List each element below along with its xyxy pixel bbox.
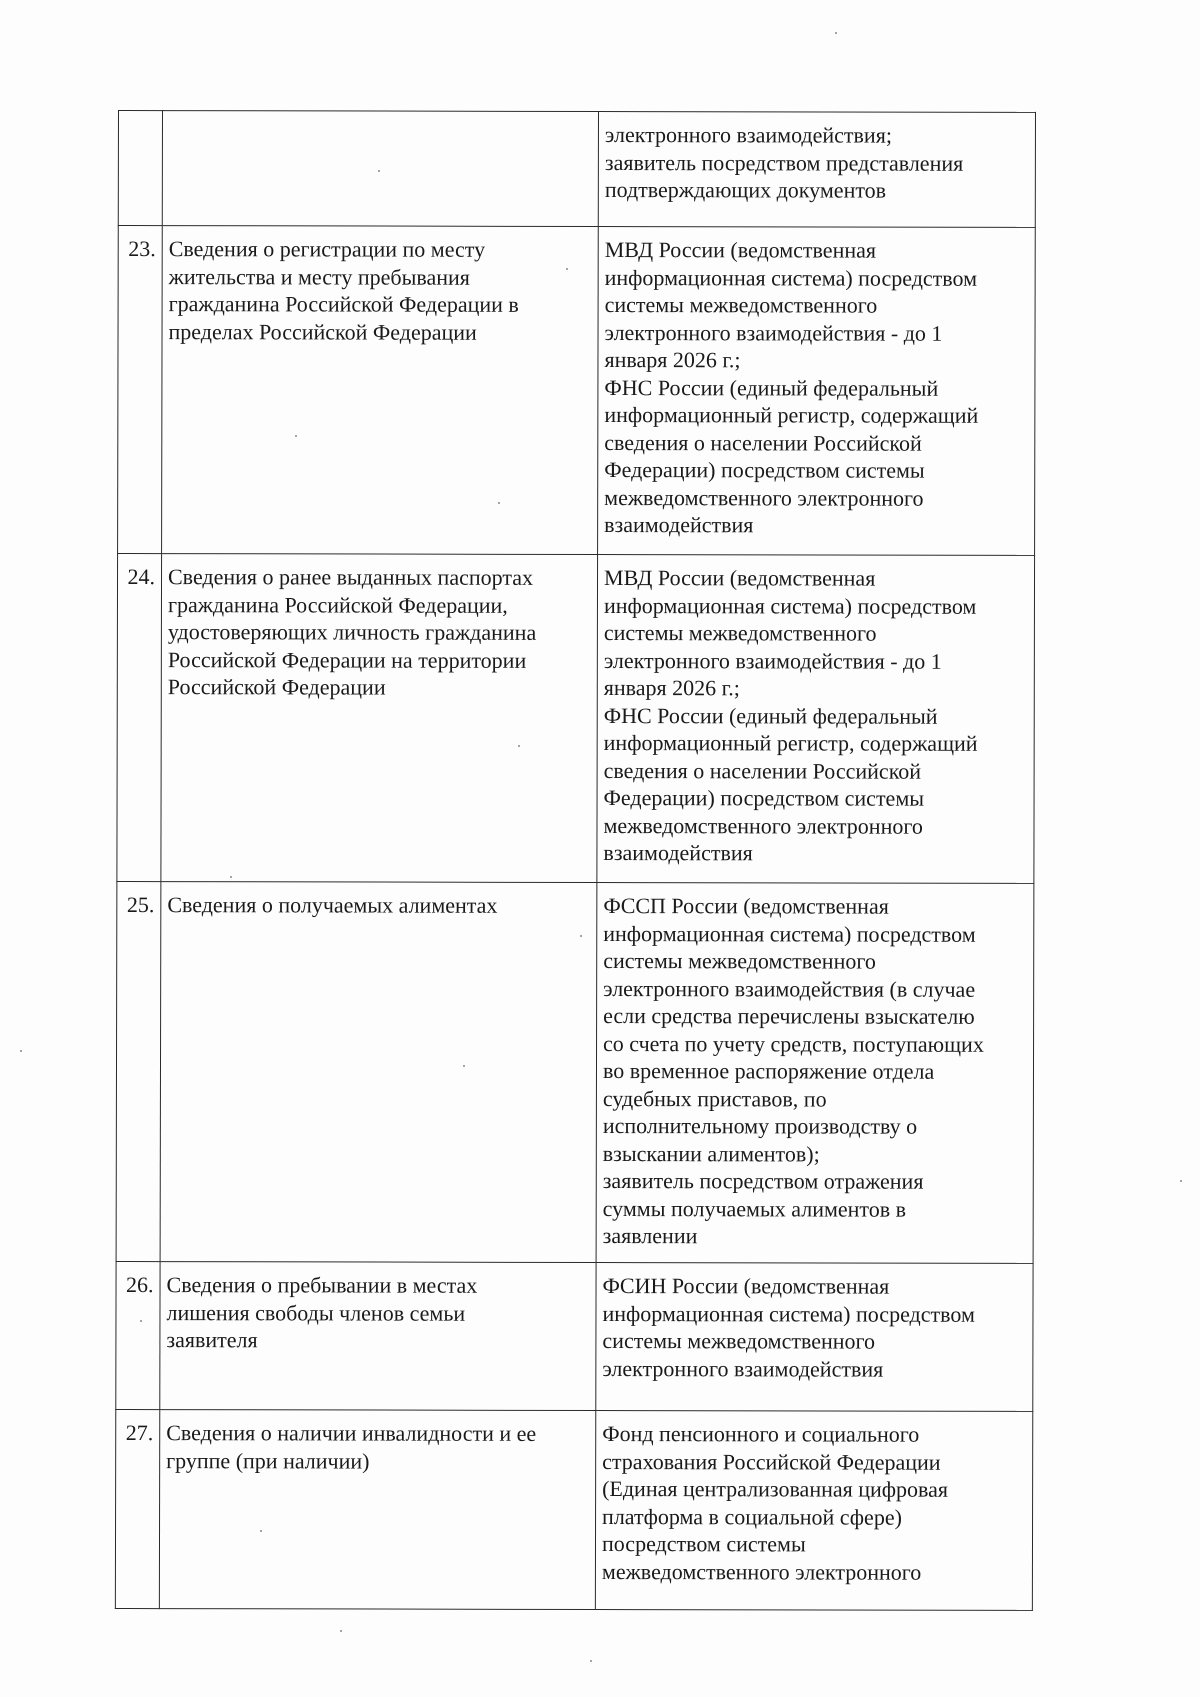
scan-speck (295, 435, 297, 437)
table-row (116, 1261, 1033, 1411)
scan-speck (230, 876, 232, 878)
table-row (115, 1409, 1032, 1610)
table-row (116, 881, 1034, 1263)
row-number (118, 111, 162, 226)
row-source: Фонд пенсионного и социального страхования Российской Федерации (Единая централизованная цифровая платформа в социальной сфере) посредством системы межведомственного электронного (595, 1411, 1032, 1611)
row-description: Сведения о пребывании в местах лишения свободы членов семьи заявителя (160, 1262, 596, 1411)
row-description: Сведения о ранее выданных паспортах гражданина Российской Федерации, удостоверяющих личность гражданина Российской Федерации на территории Российской Федерации (161, 554, 598, 883)
scan-speck (140, 1320, 142, 1322)
row-number: 23. (118, 226, 163, 554)
scan-speck (590, 1660, 592, 1662)
requirements-table (115, 110, 1036, 1611)
row-number: 26. (116, 1261, 160, 1409)
row-description: Сведения о получаемых алиментах (160, 882, 597, 1263)
scan-speck (1180, 1180, 1182, 1182)
row-number: 27. (115, 1409, 159, 1608)
table-row (118, 111, 1035, 228)
scan-speck (340, 1630, 342, 1632)
row-source: ФСИН России (ведомственная информационная система) посредством системы межведомственного электронного взаимодействия (596, 1263, 1033, 1412)
scan-speck (498, 502, 500, 504)
scan-speck (378, 170, 380, 172)
row-description: Сведения о наличии инвалидности и ее группе (при наличии) (159, 1410, 595, 1610)
row-number: 24. (117, 554, 162, 882)
row-source: ФССП России (ведомственная информационная система) посредством системы межведомственного электронного взаимодействия (в случае если средства перечислены взыскателю со счета по учету средств, поступающих во временное распоряжение отдела судебных приставов, по исполнительному производству о взыскании алиментов); заявитель посредством отражения суммы получаемых алиментов в заявлении (596, 883, 1034, 1264)
row-number: 25. (116, 881, 161, 1261)
table-row (117, 554, 1035, 884)
row-source: МВД России (ведомственная информационная система) посредством системы межведомственного электронного взаимодействия - до 1 января 2026 г.; ФНС России (единый федеральный информационный регистр, содержащий сведения о населении Российской Федерации) посредством системы межведомственного электронного взаимодействия (597, 555, 1035, 884)
row-description (162, 111, 598, 227)
scan-speck (835, 32, 837, 34)
row-description: Сведения о регистрации по месту жительства и месту пребывания гражданина Российской Федерации в пределах Российской Федерации (162, 226, 599, 555)
scan-speck (580, 935, 582, 937)
table-row (118, 226, 1036, 556)
scan-speck (20, 1050, 22, 1052)
row-source: МВД России (ведомственная информационная система) посредством системы межведомственного электронного взаимодействия - до 1 января 2026 г.; ФНС России (единый федеральный информационный регистр, содержащий сведения о населении Российской Федерации) посредством системы межведомственного электронного взаимодействия (598, 227, 1036, 556)
scan-speck (518, 745, 520, 747)
scan-speck (260, 1530, 262, 1532)
row-source: электронного взаимодействия; заявитель посредством представления подтверждающих документов (598, 112, 1035, 228)
scan-speck (463, 1065, 465, 1067)
scan-speck (566, 268, 568, 270)
